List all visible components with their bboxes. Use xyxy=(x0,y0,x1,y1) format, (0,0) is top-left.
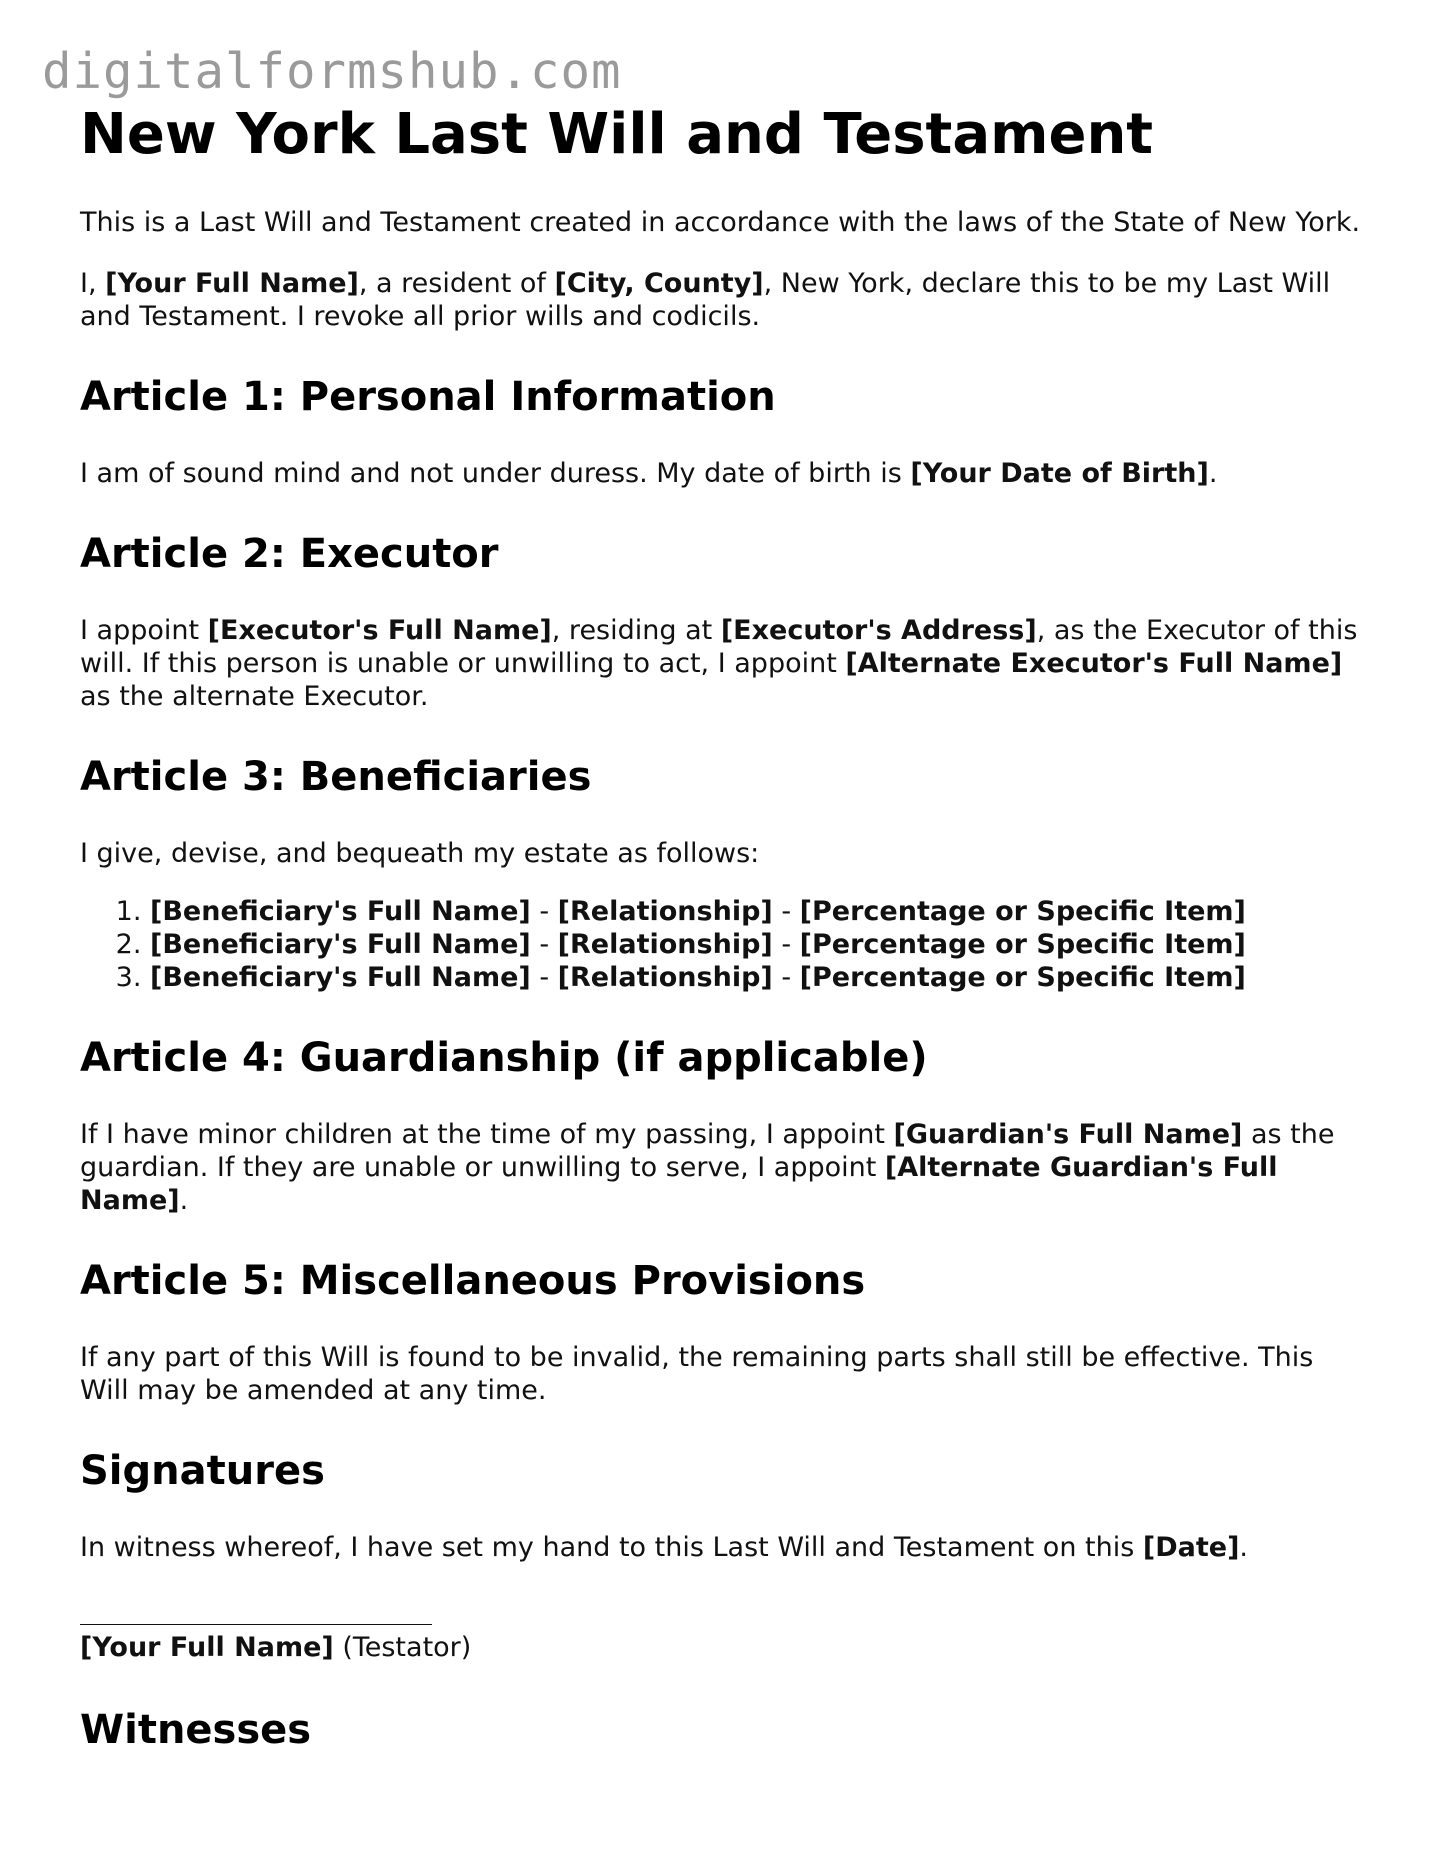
beneficiary-item: 2. [Beneficiary's Full Name] - [Relationship] - [Percentage or Specific Item] xyxy=(150,928,1370,961)
alternate-executor-placeholder: [Alternate Executor's Full Name] xyxy=(845,648,1343,679)
article-1-heading: Article 1: Personal Information xyxy=(80,374,776,420)
date-placeholder: [Date] xyxy=(1142,1532,1240,1563)
article-2-heading: Article 2: Executor xyxy=(80,531,499,577)
article-2-text: I appoint [Executor's Full Name], residing at [Executor's Address], as the Executor of this will. If this person is unable or unwilling to act, I appoint [Alternate Executor's Full Name] as the alternate Executor. xyxy=(80,615,1358,712)
watermark-text: digitalformshub.com xyxy=(42,43,622,100)
guardian-placeholder: [Guardian's Full Name] xyxy=(893,1119,1243,1150)
article-1-text: I am of sound mind and not under duress. My date of birth is [Your Date of Birth]. xyxy=(80,458,1218,489)
article-3-heading: Article 3: Beneficiaries xyxy=(80,754,592,800)
beneficiary-item: 1. [Beneficiary's Full Name] - [Relationship] - [Percentage or Specific Item] xyxy=(150,895,1370,928)
intro-paragraph: This is a Last Will and Testament created in accordance with the laws of the State of New York. xyxy=(80,207,1361,238)
signer-caption: [Your Full Name] (Testator) xyxy=(80,1632,472,1663)
executor-name-placeholder: [Executor's Full Name] xyxy=(207,615,552,646)
signature-line xyxy=(80,1622,432,1625)
article-3-intro: I give, devise, and bequeath my estate as follows: xyxy=(80,838,760,869)
signatures-heading: Signatures xyxy=(80,1448,325,1494)
city-county-placeholder: [City, County] xyxy=(554,268,764,299)
article-5-text: If any part of this Will is found to be invalid, the remaining parts shall still be effective. This Will may be amended at any time. xyxy=(80,1342,1314,1406)
page-title: New York Last Will and Testament xyxy=(80,102,1154,167)
signatures-text: In witness whereof, I have set my hand to this Last Will and Testament on this [Date]. xyxy=(80,1532,1248,1563)
dob-placeholder: [Your Date of Birth] xyxy=(910,458,1209,489)
declaration-paragraph: I, [Your Full Name], a resident of [City, County], New York, declare this to be my Last Will and Testament. I revoke all prior wills and codicils. xyxy=(80,268,1331,332)
beneficiary-list xyxy=(80,895,1370,994)
testator-name-placeholder: [Your Full Name] xyxy=(105,268,359,299)
signer-name-placeholder: [Your Full Name] xyxy=(80,1632,334,1663)
testator-signature-block xyxy=(80,1622,1370,1664)
document-body xyxy=(80,100,1370,1790)
article-4-text: If I have minor children at the time of my passing, I appoint [Guardian's Full Name] as the guardian. If they are unable or unwilling to serve, I appoint [Alternate Guardian's Full Name]. xyxy=(80,1119,1335,1216)
article-5-heading: Article 5: Miscellaneous Provisions xyxy=(80,1258,866,1304)
article-4-heading: Article 4: Guardianship (if applicable) xyxy=(80,1035,928,1081)
witnesses-heading: Witnesses xyxy=(80,1707,312,1753)
executor-address-placeholder: [Executor's Address] xyxy=(720,615,1037,646)
alternate-guardian-placeholder: [Alternate Guardian's Full Name] xyxy=(80,1152,1278,1216)
beneficiary-item: 3. [Beneficiary's Full Name] - [Relationship] - [Percentage or Specific Item] xyxy=(150,961,1370,994)
